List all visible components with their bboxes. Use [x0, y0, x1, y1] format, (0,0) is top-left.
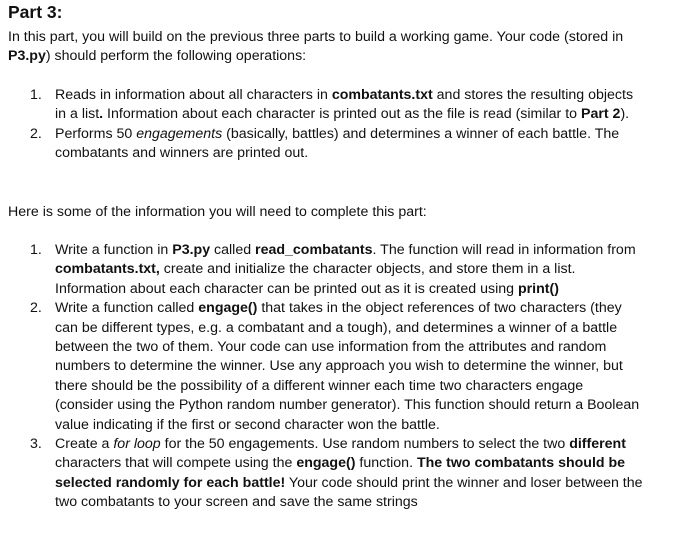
- filename-p3: P3.py: [172, 242, 211, 258]
- list-number: 1.: [30, 87, 42, 103]
- emphasis-for-loop: for loop: [113, 436, 161, 453]
- list-number: 2.: [30, 125, 42, 142]
- function-name: read_combatants: [255, 242, 373, 258]
- list-item: 2. Performs 50 engagements (basically, battles) and determines a winner of each battle. The combatants and winners are printed out.: [30, 125, 620, 162]
- filename-p3: P3.py: [8, 48, 46, 65]
- list-item: 1. Reads in information about all characters in combatants.txt and stores the resulting objects in a list. Information about each character is printed out as the file is read (similar to Part 2).: [30, 87, 634, 123]
- list-item: 1. Write a function in P3.py called read_combatants. The function will read in information from combatants.txt, create and initialize the character objects, and store them in a list. Information about each character can be printed out as it is created using print(): [30, 242, 636, 297]
- operations-list: [0, 86, 678, 164]
- function-name: engage(): [198, 300, 258, 317]
- filename-combatants: combatants.txt: [331, 87, 433, 103]
- list-item: 3. Create a for loop for the 50 engagements. Use random numbers to select the two different characters that will compete using the engage() function. The two combatants should be selected randomly for each battle! Your code should print the winner and loser between the two combatants to your screen and save the same strings: [30, 436, 643, 511]
- steps-list: [0, 241, 678, 513]
- filename-combatants: combatants.txt,: [55, 261, 160, 278]
- emphasis-random-selection: The two combatants should be selected randomly for each battle!: [55, 455, 626, 491]
- list-item: 2. Write a function called engage() that takes in the object references of two characters (they can be different types, e.g. a combatant and a tough), and determines a winner of a battle between the two of them. Your code can use information from the attributes and random numbers to determine the winner. Use any approach you wish to determine the winner, but there should be the possibility of a different winner each time two characters engage (consider using the Python random number generator). This function should return a Boolean value indicating if the first or second character won the battle.: [30, 300, 640, 433]
- info-intro: Here is some of the information you will need to complete this part:: [8, 204, 427, 220]
- part-reference: Part 2: [581, 106, 621, 123]
- intro-paragraph: In this part, you will build on the previous three parts to build a working game. Your code (stored in P3.py) should perform the following operations:: [8, 29, 624, 65]
- section-heading: Part 3:: [8, 2, 63, 22]
- emphasis-different: different: [569, 436, 626, 453]
- list-number: 2.: [30, 300, 42, 317]
- list-number: 3.: [30, 436, 42, 453]
- list-number: 1.: [30, 242, 42, 258]
- function-name: print(): [517, 280, 559, 297]
- function-name: engage(): [296, 455, 356, 472]
- emphasis-engagements: engagements: [136, 125, 223, 142]
